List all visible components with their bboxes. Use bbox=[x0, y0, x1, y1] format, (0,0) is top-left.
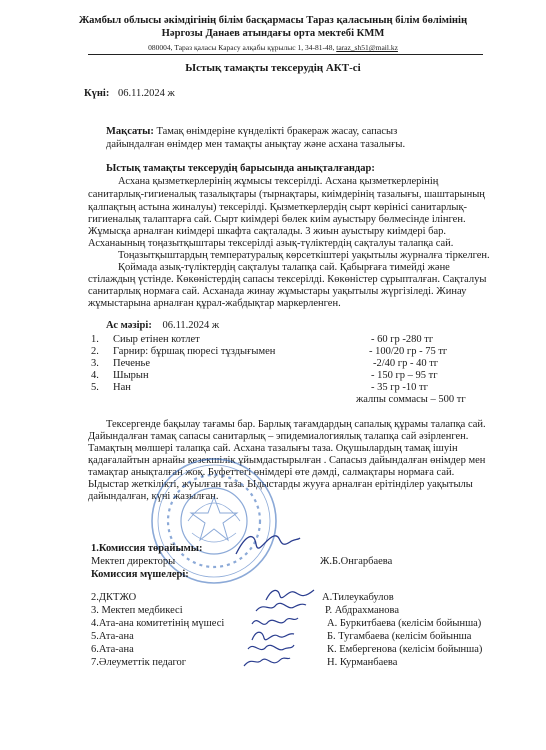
findings-line: Асханаының тоңазытқыштары тексерілді азық-түліктердің сақталуы талапқа сай. bbox=[88, 238, 454, 249]
menu-item: 3. Печенье bbox=[91, 358, 150, 369]
purpose-label: Мақсаты: bbox=[106, 126, 154, 137]
findings-line: гигиеналық талаптарға сай. Сырт киімдері бөлек киім ауыстыру бөлмесінде ілінген. bbox=[88, 214, 466, 225]
conclusion-line: дайындалған, күні жазылған. bbox=[88, 491, 219, 502]
findings-line: санитарлық нормаға сай. Асханада жинау жұмыстары уақытылы жүргізіледі. Жинау bbox=[88, 286, 467, 297]
signature-icon bbox=[232, 528, 302, 562]
menu-item-amount: - 150 гр – 95 тг bbox=[371, 370, 438, 381]
menu-item-amount: - 60 гр -280 тг bbox=[371, 334, 434, 345]
signature-icon bbox=[242, 652, 292, 672]
member-name: Б. Тугамбаева (келісім бойынша bbox=[327, 631, 472, 642]
address-text: 080004, Тараз қаласы Карасу алқабы құрылыс 1, 34-81-48, bbox=[148, 43, 335, 52]
menu-date: 06.11.2024 ж bbox=[162, 320, 220, 331]
purpose-line-2: дайындалған өнімдер мен тамақты анықтау және асхана тазалығы. bbox=[106, 139, 406, 150]
commission-chair-role: Мектеп директоры bbox=[91, 556, 176, 567]
menu-item-amount: -2/40 гр - 40 тг bbox=[373, 358, 439, 369]
menu-total: жалпы соммасы – 500 тг bbox=[356, 394, 466, 405]
menu-item-name: Гарнир: бұршақ пюресі тұздығымен bbox=[113, 346, 276, 357]
menu-item: 1. Сиыр етінен котлет bbox=[91, 334, 200, 345]
findings-line: санитарлық-гигиеналық тазалықтары (тырнақтары, киімдерінің тазалығы, шаштарының bbox=[88, 189, 485, 200]
purpose-text-1: Тамақ өнімдеріне күнделікті бракераж жасау, сапасыз bbox=[156, 126, 398, 137]
findings-line: Жұмысқа арналған киімдері шкафта сақталады. 3 жиын ауыстыру киімдері бар. bbox=[88, 226, 446, 237]
menu-heading bbox=[106, 320, 219, 332]
menu-item: 2. Гарнир: бұршақ пюресі тұздығымен bbox=[91, 346, 276, 357]
conclusion-line: қадағалайтын арнайы кезекшілік ұйымдастырылған . Сапасыз дайындалған өнімдер мен bbox=[88, 455, 486, 466]
header-school-name: Нәргозы Данаев атындағы орта мектебі КММ bbox=[161, 28, 385, 39]
member-role: 4.Ата-ана комитетінің мүшесі bbox=[91, 618, 225, 629]
findings-line: Қоймада азық-түліктердің сақталуы талапқа сай. Қабырғаға тимейді және bbox=[118, 262, 450, 273]
member-name: Н. Курманбаева bbox=[327, 657, 398, 668]
member-name: А. Буркитбаева (келісім бойынша) bbox=[327, 618, 482, 629]
header-address bbox=[0, 42, 546, 54]
conclusion-line: Тамақтың мөлшері талапқа сай. Асхана тазалығы таза. Оқушылардың тамақ ішуін bbox=[88, 443, 458, 454]
findings-line: Асхана қызметкерлерінің жұмысы тексерілді. Асхана қызметкерлерінің bbox=[118, 176, 439, 187]
commission-chair-heading: 1.Комиссия төрайымы: bbox=[91, 543, 203, 554]
purpose-line-1 bbox=[106, 126, 397, 138]
document-title: Ыстық тамақты тексерудің АКТ-сі bbox=[185, 62, 361, 74]
findings-heading: Ыстық тамақты тексерудің барысында анықталғандар: bbox=[106, 163, 375, 174]
menu-item: 4. Шырын bbox=[91, 370, 149, 381]
findings-line: стілаждың үстінде. Көкөністердің сапасы тексерілді. Көкөністер сұрыпталған. Сақталуы bbox=[88, 274, 487, 285]
menu-item-name: Сиыр етінен котлет bbox=[113, 334, 200, 345]
menu-label: Ас мәзірі: bbox=[106, 320, 152, 331]
member-role: 3. Мектеп медбикесі bbox=[91, 605, 183, 616]
member-role: 5.Ата-ана bbox=[91, 631, 134, 642]
menu-item-amount: - 100/20 гр - 75 тг bbox=[369, 346, 448, 357]
member-name: Р. Абдрахманова bbox=[325, 605, 399, 616]
header-organization: Жамбыл облысы әкімдігінің білім басқармасы Тараз қаласының білім бөлімінің bbox=[78, 15, 468, 26]
commission-chair-name: Ж.Б.Онгарбаева bbox=[320, 556, 393, 567]
menu-item-name: Шырын bbox=[113, 370, 149, 381]
header-divider bbox=[88, 54, 483, 55]
menu-item-amount: - 35 гр -10 тг bbox=[371, 382, 428, 393]
conclusion-line: Тексергенде бақылау тағамы бар. Барлық тағамдардың сапалық құрамы талапқа сай. bbox=[106, 419, 486, 430]
member-name: А.Тилеукабулов bbox=[322, 592, 394, 603]
conclusion-line: Дайындалған тамақ сапасы санитарлық – эпидемиалогиялық талапқа сай әзірленген. bbox=[88, 431, 469, 442]
findings-line: жұмыстарына арналған құрал-жабдықтар маркерленген. bbox=[88, 298, 341, 309]
findings-line: Тоңазытқыштардың температуралық көрсеткіштері уақытылы журналға тіркелген. bbox=[118, 250, 490, 261]
commission-members-heading: Комиссия мүшелері: bbox=[91, 569, 189, 580]
date-label: Күні: bbox=[84, 88, 110, 99]
date-value: 06.11.2024 ж bbox=[117, 88, 175, 99]
member-role: 2.ДКТЖО bbox=[91, 592, 137, 603]
findings-line: қалпақтың астына жиналуы) тексерілді. Қызметкерлердің сырт көрінісі санитарлық- bbox=[88, 202, 468, 213]
conclusion-line: Ыдыстар жеткілікті, жуылған таза. Ыдыстарды жууға арналған ерітінділер уақытылы bbox=[88, 479, 473, 490]
member-name: К. Ембергенова (келісім бойынша) bbox=[327, 644, 483, 655]
email-link[interactable]: taraz_sh51@mail.kz bbox=[336, 43, 398, 52]
menu-item-name: Печенье bbox=[113, 358, 150, 369]
conclusion-line: тамақтар анықталған жоқ. Буфеттегі өнімдері өте дәмді, салмақтары нормаға сай. bbox=[88, 467, 455, 478]
menu-item-name: Нан bbox=[113, 382, 131, 393]
menu-item: 5. Нан bbox=[91, 382, 131, 393]
member-role: 7.Әлеуметтік педагог bbox=[91, 657, 187, 668]
date-row bbox=[84, 88, 175, 100]
member-role: 6.Ата-ана bbox=[91, 644, 134, 655]
